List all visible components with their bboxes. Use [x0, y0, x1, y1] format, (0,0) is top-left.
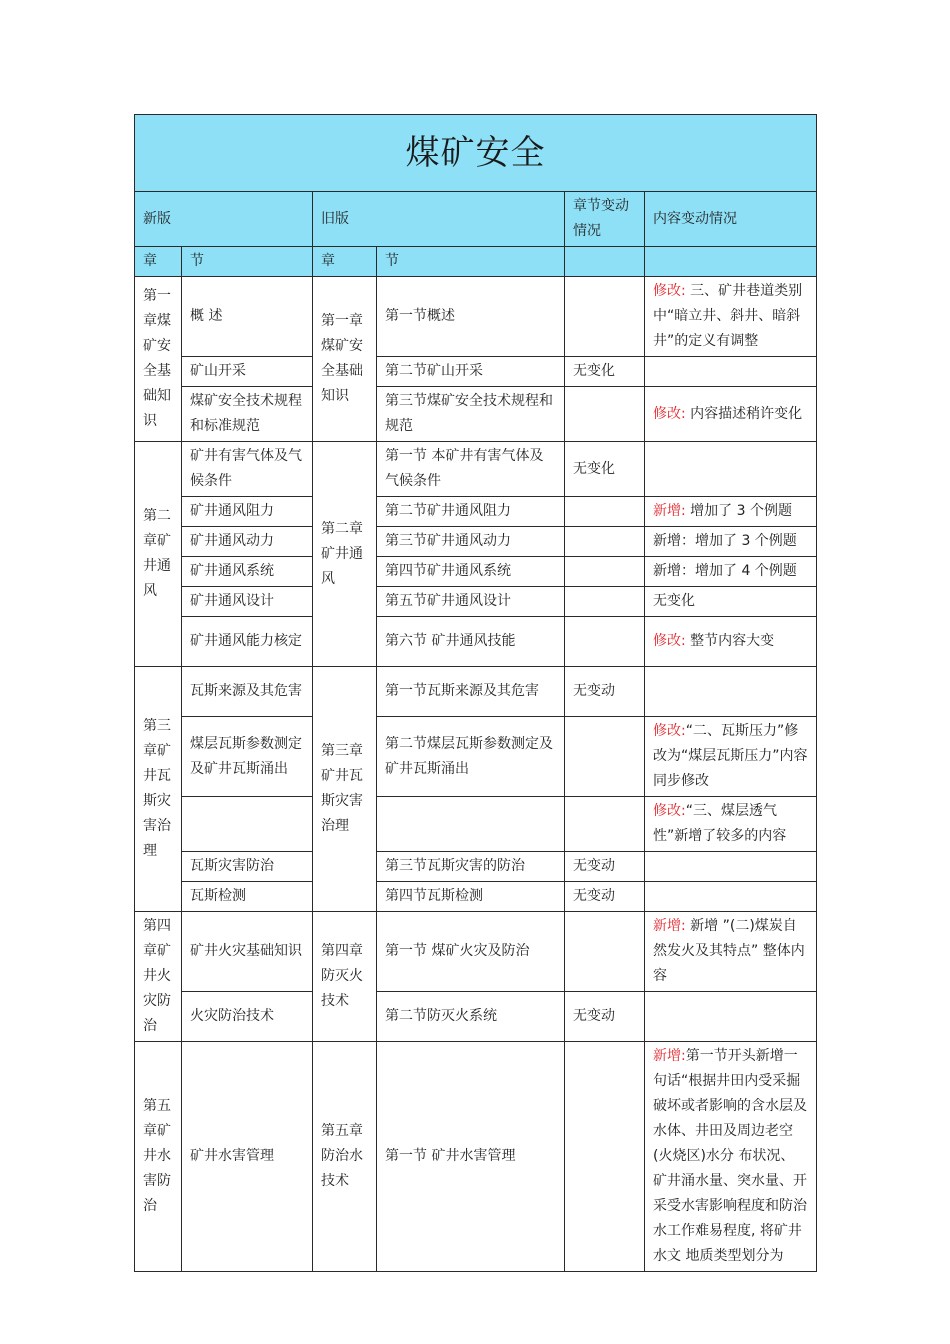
- section-change-cell: [565, 587, 645, 617]
- page-title: 煤矿安全: [135, 115, 817, 192]
- content-change-cell: [645, 442, 817, 497]
- content-change-cell: 修改:“二、瓦斯压力”修改为“煤层瓦斯压力”内容同步修改: [645, 717, 817, 797]
- subheader-new-chapter: 章: [135, 247, 182, 277]
- new-section-cell: 煤矿安全技术规程和标准规范: [182, 387, 313, 442]
- new-section-cell: 矿山开采: [182, 357, 313, 387]
- new-section-cell: 矿井通风阻力: [182, 497, 313, 527]
- old-section-cell: 第二节防灭火系统: [377, 992, 565, 1042]
- new-chapter-3: 第三章矿井瓦斯灾害治理: [135, 667, 182, 912]
- old-section-cell: 第一节概述: [377, 277, 565, 357]
- old-section-cell: 第五节矿井通风设计: [377, 587, 565, 617]
- content-change-cell: 修改:“三、煤层透气性”新增了较多的内容: [645, 797, 817, 852]
- new-section-cell: 概 述: [182, 277, 313, 357]
- content-change-cell: 修改: 整节内容大变: [645, 617, 817, 667]
- section-change-cell: [565, 717, 645, 797]
- old-section-cell: 第四节矿井通风系统: [377, 557, 565, 587]
- header-content-change: 内容变动情况: [645, 192, 817, 247]
- section-change-cell: [565, 617, 645, 667]
- content-change-cell: 无变化: [645, 587, 817, 617]
- content-change-cell: 修改: 内容描述稍许变化: [645, 387, 817, 442]
- new-section-cell: 矿井水害管理: [182, 1042, 313, 1272]
- new-section-cell: 瓦斯来源及其危害: [182, 667, 313, 717]
- new-section-cell: 火灾防治技术: [182, 992, 313, 1042]
- old-section-cell: 第三节煤矿安全技术规程和规范: [377, 387, 565, 442]
- section-change-cell: [565, 912, 645, 992]
- old-section-cell: 第二节矿山开采: [377, 357, 565, 387]
- section-change-cell: [565, 497, 645, 527]
- content-change-cell: [645, 667, 817, 717]
- header-section-change: 章节变动情况: [565, 192, 645, 247]
- old-section-cell: 第六节 矿井通风技能: [377, 617, 565, 667]
- new-chapter-5: 第五章矿井水害防治: [135, 1042, 182, 1272]
- section-change-cell: 无变化: [565, 442, 645, 497]
- header-new-version: 新版: [135, 192, 313, 247]
- change-tag: 新增:: [653, 918, 686, 934]
- new-chapter-4: 第四章矿井火灾防治: [135, 912, 182, 1042]
- new-section-cell: 矿井通风设计: [182, 587, 313, 617]
- old-section-cell: 第三节瓦斯灾害的防治: [377, 852, 565, 882]
- header-old-version: 旧版: [313, 192, 565, 247]
- change-tag: 修改:: [653, 405, 686, 422]
- change-tag: 新增:: [653, 503, 686, 519]
- new-section-cell: 矿井火灾基础知识: [182, 912, 313, 992]
- old-chapter-3: 第三章矿井瓦斯灾害治理: [313, 667, 377, 912]
- new-chapter-1: 第一章煤矿安全基础知识: [135, 277, 182, 442]
- content-change-cell: [645, 852, 817, 882]
- content-change-cell: 新增: 增加了 3 个例题: [645, 497, 817, 527]
- old-section-cell: 第一节 煤矿火灾及防治: [377, 912, 565, 992]
- old-section-cell: [377, 797, 565, 852]
- new-section-cell: 矿井有害气体及气候条件: [182, 442, 313, 497]
- content-change-cell: 新增：增加了 4 个例题: [645, 557, 817, 587]
- section-change-cell: 无变动: [565, 882, 645, 912]
- section-change-cell: 无变动: [565, 852, 645, 882]
- old-section-cell: 第二节矿井通风阻力: [377, 497, 565, 527]
- old-section-cell: 第一节 本矿井有害气体及气候条件: [377, 442, 565, 497]
- section-change-cell: [565, 797, 645, 852]
- old-chapter-2: 第二章矿井通风: [313, 442, 377, 667]
- new-section-cell: 矿井通风系统: [182, 557, 313, 587]
- old-chapter-4: 第四章防灭火技术: [313, 912, 377, 1042]
- section-change-cell: 无变化: [565, 357, 645, 387]
- old-section-cell: 第一节瓦斯来源及其危害: [377, 667, 565, 717]
- content-change-cell: [645, 357, 817, 387]
- change-tag: 修改:: [653, 283, 686, 299]
- section-change-cell: [565, 387, 645, 442]
- content-change-cell: 新增：增加了 3 个例题: [645, 527, 817, 557]
- coal-mine-safety-table: [134, 114, 817, 1272]
- new-section-cell: [182, 797, 313, 852]
- content-change-cell: 新增:第一节开头新增一句话“根据井田内受采掘破坏或者影响的含水层及水体、井田及周边老空(火烧区)水分 布状况、矿井涌水量、突水量、开采受水害影响程度和防治水工作难易程度, 将矿井水文 地质类型划分为: [645, 1042, 817, 1272]
- change-tag: 新增:: [653, 1048, 686, 1064]
- section-change-cell: [565, 527, 645, 557]
- new-chapter-2: 第二章矿井通风: [135, 442, 182, 667]
- old-section-cell: 第一节 矿井水害管理: [377, 1042, 565, 1272]
- change-tag: 修改:: [653, 633, 686, 649]
- new-section-cell: 矿井通风能力核定: [182, 617, 313, 667]
- section-change-cell: [565, 557, 645, 587]
- section-change-cell: 无变动: [565, 667, 645, 717]
- change-tag: 修改:: [653, 803, 686, 819]
- content-change-cell: 修改: 三、矿井巷道类别中“暗立井、斜井、暗斜井”的定义有调整: [645, 277, 817, 357]
- subheader-old-chapter: 章: [313, 247, 377, 277]
- content-change-cell: [645, 992, 817, 1042]
- old-section-cell: 第四节瓦斯检测: [377, 882, 565, 912]
- subheader-old-section: 节: [377, 247, 565, 277]
- old-chapter-5: 第五章防治水技术: [313, 1042, 377, 1272]
- section-change-cell: 无变动: [565, 992, 645, 1042]
- section-change-cell: [565, 277, 645, 357]
- new-section-cell: 瓦斯检测: [182, 882, 313, 912]
- content-change-cell: [645, 882, 817, 912]
- old-section-cell: 第三节矿井通风动力: [377, 527, 565, 557]
- new-section-cell: 瓦斯灾害防治: [182, 852, 313, 882]
- new-section-cell: 煤层瓦斯参数测定及矿井瓦斯涌出: [182, 717, 313, 797]
- old-section-cell: 第二节煤层瓦斯参数测定及矿井瓦斯涌出: [377, 717, 565, 797]
- subheader-section-change: [565, 247, 645, 277]
- section-change-cell: [565, 1042, 645, 1272]
- subheader-new-section: 节: [182, 247, 313, 277]
- new-section-cell: 矿井通风动力: [182, 527, 313, 557]
- content-change-cell: 新增: 新增 ”(二)煤炭自然发火及其特点” 整体内容: [645, 912, 817, 992]
- change-tag: 修改:: [653, 723, 686, 739]
- subheader-content-change: [645, 247, 817, 277]
- old-chapter-1: 第一章煤矿安全基础知识: [313, 277, 377, 442]
